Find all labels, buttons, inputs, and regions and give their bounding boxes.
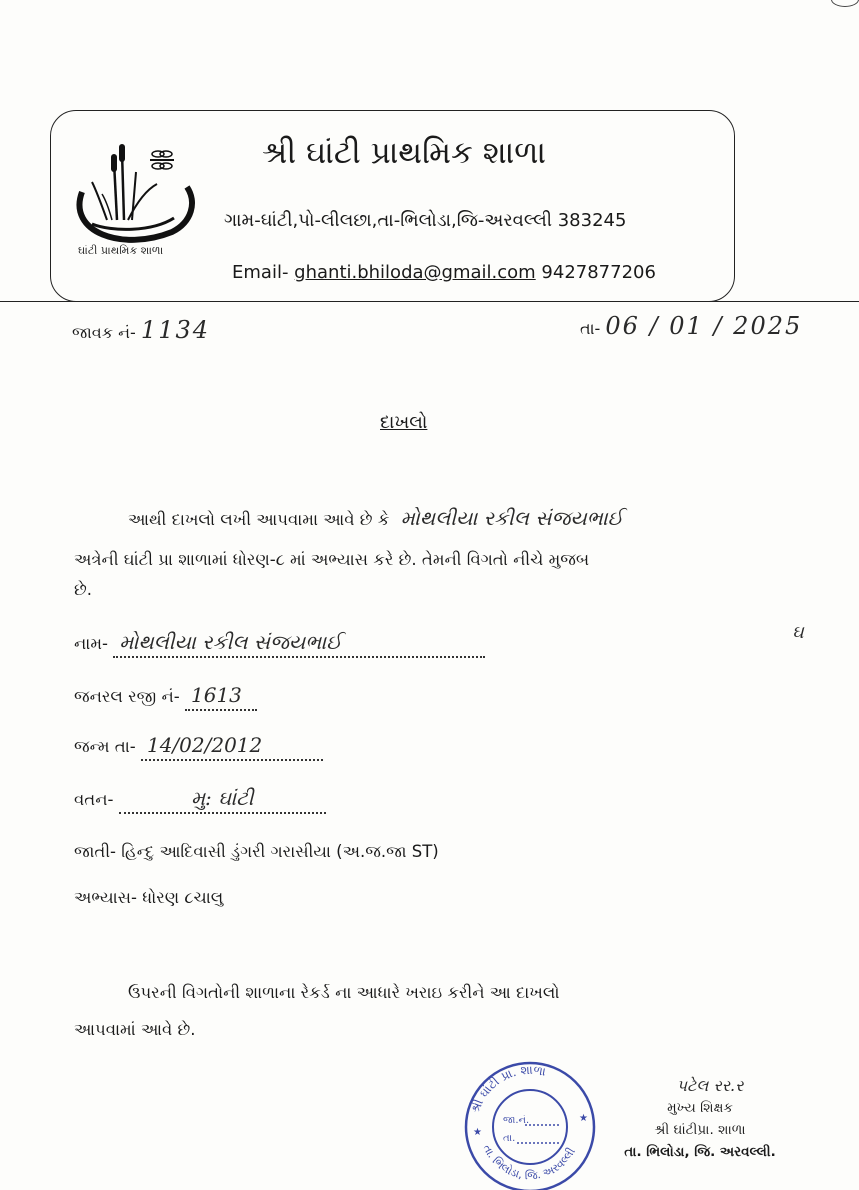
- certificate-title: દાખલો: [380, 412, 428, 433]
- intro-line-1: [128, 506, 623, 530]
- email-link[interactable]: ghanti.bhiloda@gmail.com: [294, 262, 536, 283]
- logo-caption: ઘાંટી પ્રાથમિક શાળા: [78, 244, 164, 257]
- field-name-value: મોથલીયા રકીલ સંજયભાઈ: [119, 630, 342, 654]
- field-name-value-wrap: [113, 630, 485, 658]
- email-label: Email-: [232, 262, 289, 283]
- date-value: 06 / 01 / 2025: [605, 312, 803, 340]
- field-native-label: વતન-: [74, 790, 114, 809]
- date-label: તા-: [580, 319, 601, 338]
- field-register-value: 1613: [191, 683, 242, 707]
- stamp-bottom-text: તા. ભિલોડા, જિ. અરવલ્લી: [480, 1142, 578, 1183]
- field-name: [74, 630, 485, 658]
- school-name: શ્રી ઘાંટી પ્રાથમિક શાળા: [262, 135, 546, 171]
- school-seal-stamp: [455, 1055, 605, 1190]
- stamp-star-icon: ★: [579, 1113, 588, 1124]
- field-caste: જાતી- હિન્દુ આદિવાસી ડુંગરી ગરાસીયા (અ.જ.જા ST): [74, 842, 439, 861]
- school-address: ગામ-ઘાંટી,પો-લીલછા,તા-ભિલોડા,જિ-અરવલ્લી 383245: [224, 210, 627, 231]
- field-register-value-wrap: [185, 683, 257, 711]
- field-native: [74, 786, 326, 814]
- intro-text: આથી દાખલો લખી આપવામા આવે છે કે: [128, 510, 390, 529]
- field-dob-value-wrap: [141, 733, 323, 761]
- field-register: [74, 683, 257, 711]
- stamp-star-icon: ★: [473, 1127, 482, 1138]
- signature-block: [600, 1075, 800, 1163]
- signature-scribble: પટેલ રર.ર: [676, 1076, 744, 1095]
- outward-number: [72, 316, 210, 344]
- field-native-value: મુ: ઘાંટી: [190, 786, 254, 810]
- field-study: અભ્યાસ- ધોરણ ૮ચાલુ: [74, 888, 224, 907]
- closing-line-2: આપવામાં આવે છે.: [74, 1020, 196, 1039]
- margin-mark: ઘ: [792, 622, 804, 643]
- signature-school: શ્રી ઘાંટીપ્રા. શાળા: [654, 1122, 746, 1138]
- outward-number-label: જાવક નં-: [72, 323, 136, 342]
- letter-date: [580, 312, 802, 340]
- stamp-ring-text: શ્રી ઘાંટી પ્રા. શાળા: [468, 1062, 547, 1115]
- field-native-value-wrap: [119, 786, 326, 814]
- intro-line-2: અત્રેની ઘાંટી પ્રા શાળામાં ધોરણ-૮ માં અભ્યાસ કરે છે. તેમની વિગતો નીચે મુજબ: [74, 550, 590, 569]
- stamp-inner-line-1: જા.નં.: [503, 1115, 530, 1126]
- signature-location: તા. ભિલોડા, જિ. અરવલ્લી.: [624, 1144, 776, 1160]
- signature-designation: મુખ્ય શિક્ષક: [667, 1100, 733, 1116]
- field-register-label: જનરલ રજી નં-: [74, 687, 180, 706]
- field-dob: [74, 733, 323, 761]
- closing-line-1: ઉપરની વિગતોની શાળાના રેકર્ડ ના આધારે ખરાઇ કરીને આ દાખલો: [128, 983, 560, 1002]
- header-divider: [0, 301, 859, 302]
- outward-number-value: 1134: [140, 316, 210, 344]
- contact-line: [232, 262, 656, 283]
- phone-number: 9427877206: [541, 262, 656, 283]
- field-name-label: નામ-: [74, 634, 108, 653]
- intro-line-3: છે.: [74, 580, 92, 599]
- school-logo-icon: [62, 132, 202, 262]
- field-dob-label: જન્મ તા-: [74, 737, 136, 756]
- stamp-inner-line-2: તા.: [503, 1133, 516, 1144]
- field-dob-value: 14/02/2012: [146, 733, 263, 757]
- intro-student-name: મોથલીયા રકીલ સંજયભાઈ: [400, 506, 624, 530]
- page-corner-mark: [831, 0, 859, 7]
